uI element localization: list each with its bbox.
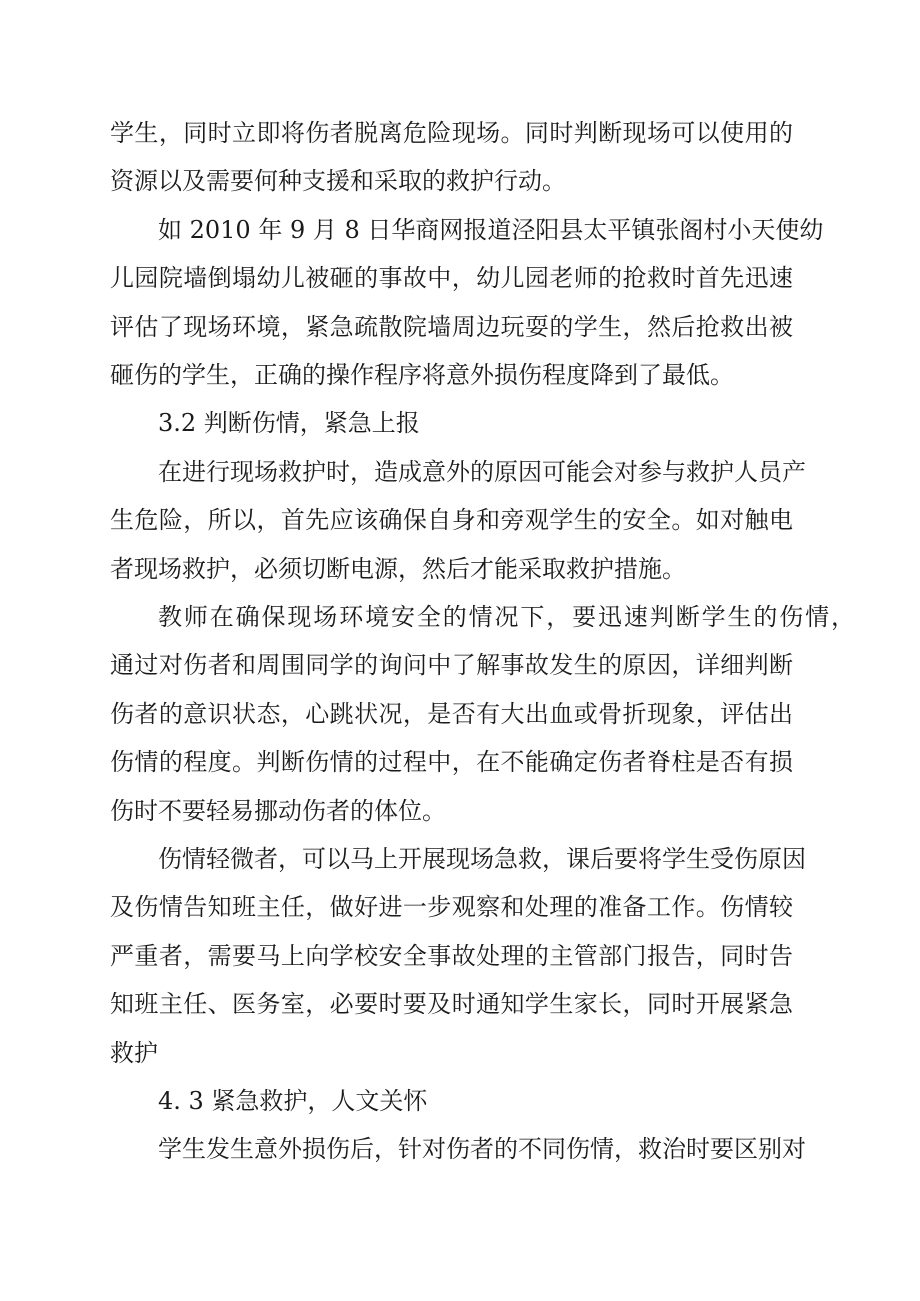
text-line: 生危险，所以，首先应该确保自身和旁观学生的安全。如对触电: [110, 506, 793, 535]
text-line: 伤者的意识状态，心跳状况，是否有大出血或骨折现象，评估出: [110, 699, 793, 728]
text-line: 救护: [110, 1038, 158, 1067]
text-line: 知班主任、医务室，必要时要及时通知学生家长，同时开展紧急: [110, 990, 793, 1019]
text-line: 伤情的程度。判断伤情的过程中，在不能确定伤者脊柱是否有损: [110, 748, 793, 777]
text-line: 及伤情告知班主任，做好进一步观察和处理的准备工作。伤情较: [110, 893, 793, 922]
section-heading: 4. 3 紧急救护，人文关怀: [158, 1087, 428, 1115]
text-line: 伤时不要轻易挪动伤者的体位。: [110, 796, 446, 825]
text-line: 学生发生意外损伤后，针对伤者的不同伤情，救治时要区别对: [158, 1135, 806, 1164]
section-heading: 3.2 判断伤情，紧急上报: [158, 409, 420, 438]
text-line: 儿园院墙倒塌幼儿被砸的事故中，幼儿园老师的抢救时首先迅速: [110, 264, 793, 293]
text-line: 资源以及需要何种支援和采取的救护行动。: [110, 167, 566, 196]
text-line: 伤情轻微者，可以马上开展现场急救，课后要将学生受伤原因: [158, 845, 806, 873]
text-line: 如 2010 年 9 月 8 日华商网报道泾阳县太平镇张阁村小天使幼: [158, 215, 824, 244]
text-line: 者现场救护，必须切断电源，然后才能采取救护措施。: [110, 554, 686, 583]
text-line: 严重者，需要马上向学校安全事故处理的主管部门报告，同时告: [110, 941, 793, 970]
text-line: 在进行现场救护时，造成意外的原因可能会对参与救护人员产: [158, 457, 806, 486]
text-line: 通过对伤者和周围同学的询问中了解事故发生的原因，详细判断: [110, 651, 793, 680]
text-line: 教师在确保现场环境安全的情况下，要迅速判断学生的伤情，: [158, 603, 855, 631]
text-line: 砸伤的学生，正确的操作程序将意外损伤程度降到了最低。: [110, 361, 734, 389]
text-line: 学生，同时立即将伤者脱离危险现场。同时判断现场可以使用的: [110, 119, 793, 147]
text-line: 评估了现场环境，紧急疏散院墙周边玩耍的学生，然后抢救出被: [110, 312, 793, 341]
